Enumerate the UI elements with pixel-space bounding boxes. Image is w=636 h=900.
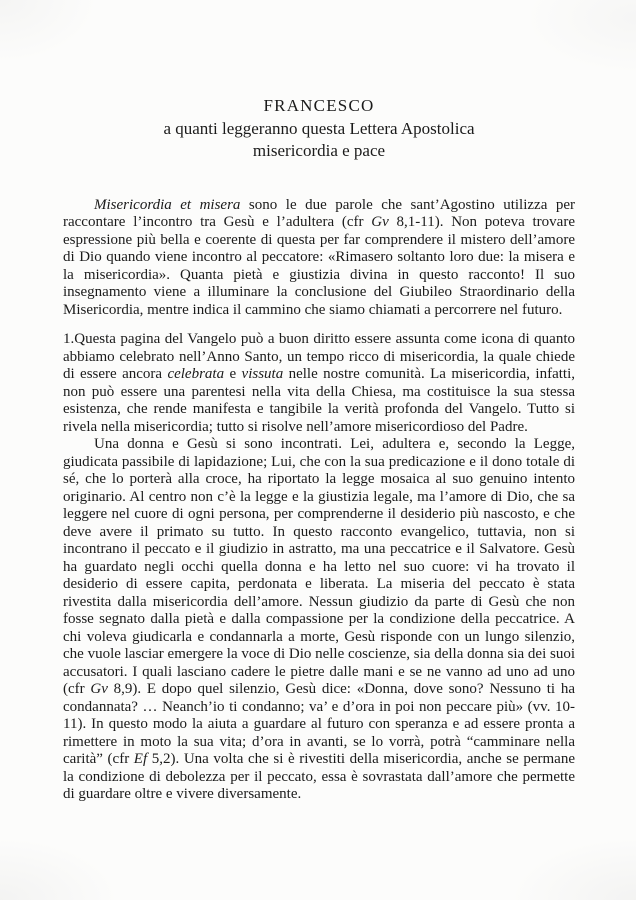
- title-addressees: a quanti leggeranno questa Lettera Apostolica: [163, 118, 475, 138]
- title-author: FRANCESCO: [263, 96, 375, 115]
- text-run-italic: Ef: [133, 751, 148, 767]
- text-run-italic: Misericordia et misera: [94, 196, 241, 213]
- text-run-italic: Gv: [90, 681, 108, 697]
- title-greeting: misericordia e pace: [252, 141, 386, 160]
- text-run-italic: celebrata: [167, 366, 225, 382]
- text-run-italic: Gv: [371, 214, 389, 230]
- text-run: 8,1-11). Non poteva trovare espressione più bella e coerente di questa per far comprendere il mistero dell’amore di Dio quando viene incontro al peccatore: «Rimasero soltanto loro due: la misera e la misericordia». Quanta pietà e giustizia divina in questo racconto! Il suo insegnamento viene a illuminare la conclusione del Giubileo Straordinario della Misericordia, mentre indica il cammino che siamo chiamati a percorrere nel futuro.: [63, 214, 575, 318]
- paragraph-numbered-1: [63, 331, 575, 436]
- paragraph-intro: [63, 197, 575, 320]
- text-run: e: [224, 366, 242, 382]
- text-run: 5,2). Una volta che si è rivestiti della misericordia, anche se permane la condizione di debolezza per il peccato, essa è sovrastata dall’amore che permette di guardare oltre e vivere diversamente.: [63, 751, 575, 802]
- text-run: nelle nostre comunità. La misericordia, infatti, non può essere una parentesi nella vita della Chiesa, ma costituisce la sua stessa esistenza, che rende manifesta e tangibile la verità profonda del Vangelo. Tutto si rivela nella misericordia; tutto si risolve nell’amore misericordioso del Padre.: [63, 366, 575, 435]
- text-run: Una donna e Gesù si sono incontrati. Lei, adultera e, secondo la Legge, giudicata passibile di lapidazione; Lui, che con la sua predicazione e il dono totale di sé, che lo porterà alla croce, ha riportato la legge mosaica al suo genuino intento originario. Al centro non c’è la legge e la giustizia legale, ma l’amore di Dio, che sa leggere nel cuore di ogni persona, per comprenderne il desiderio più nascosto, e che deve avere il primato su tutto. In questo racconto evangelico, tuttavia, non si incontrano il peccato e il giudizio in astratto, ma una peccatrice e il Salvatore. Gesù ha guardato negli occhi quella donna e ha letto nel suo cuore: vi ha trovato il desiderio di essere capita, perdonata e liberata. La miseria del peccato è stata rivestita dalla misericordia dell’amore. Nessun giudizio da parte di Gesù che non fosse segnato dalla pietà e dalla compassione per la condizione della peccatrice. A chi voleva giudicarla e condannarla a morte, Gesù risponde con un lungo silenzio, che vuole lasciar emergere la voce di Dio nelle coscienze, sia della donna sia dei suoi accusatori. I quali lasciano cadere le pietre dalle mani e se ne vanno ad uno ad uno (cfr: [63, 436, 576, 697]
- paragraph-una-donna: [63, 436, 575, 804]
- title-block: [63, 95, 575, 163]
- text-run: 1.Questa pagina del Vangelo può a buon diritto essere assunta come icona di quanto abbiamo celebrato nell’Anno Santo, un tempo ricco di misericordia, la quale chiede di essere ancora: [63, 331, 575, 382]
- text-run: sono le due parole che sant’Agostino utilizza per raccontare l’incontro tra Gesù e l’adultera (cfr: [63, 196, 575, 230]
- text-run: 8,9). E dopo quel silenzio, Gesù dice: «Donna, dove sono? Nessuno ti ha condannata? … Neanch’io ti condanno; va’ e d’ora in poi non peccare più» (vv. 10-11). In questo modo la aiuta a guardare al futuro con speranza e ad essere pronta a rimettere in moto la sua vita; d’ora in avanti, se lo vorrà, potrà “camminare nella carità” (cfr: [63, 681, 575, 767]
- document-body: [63, 197, 575, 804]
- text-run-italic: vissuta: [241, 366, 284, 382]
